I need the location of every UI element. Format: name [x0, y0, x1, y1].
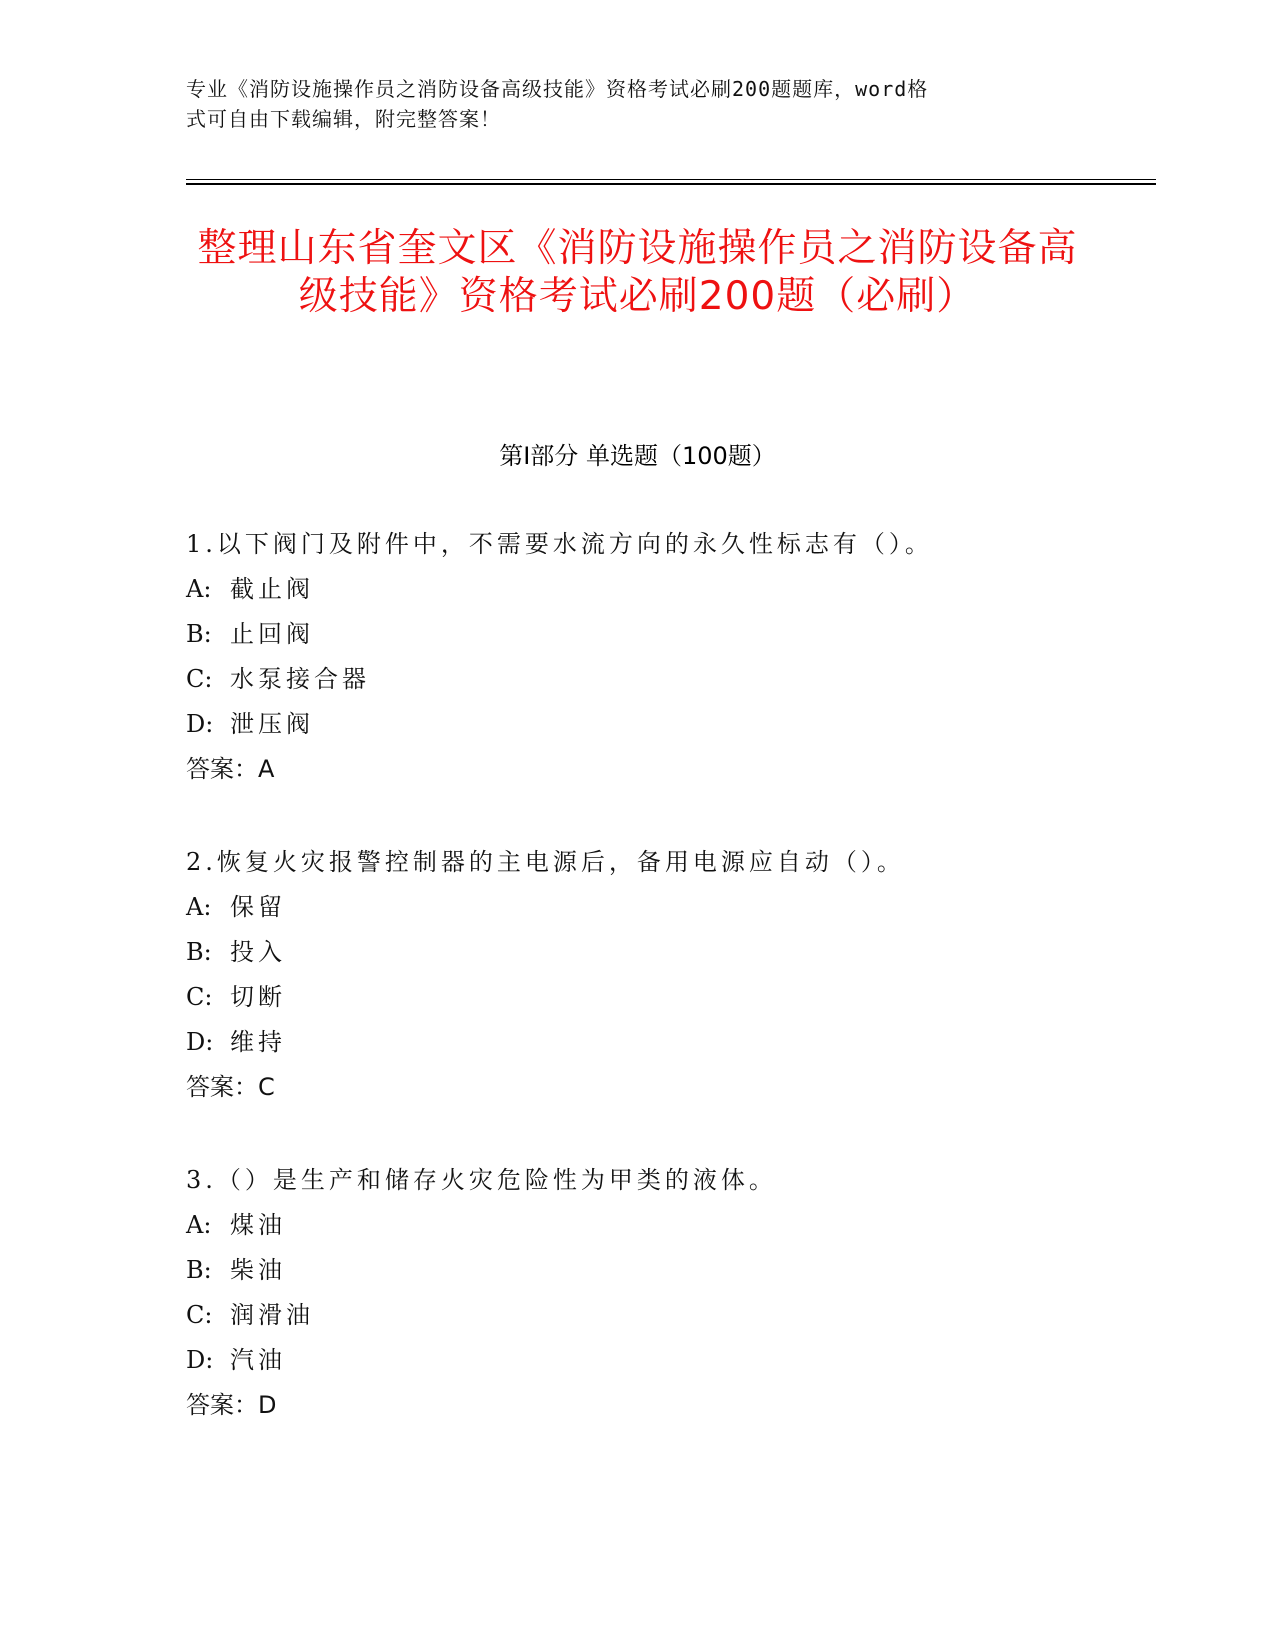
option-d [186, 702, 1166, 747]
option-d [186, 1338, 1166, 1383]
option-letter: B: [186, 1256, 212, 1284]
option-a [186, 1203, 1166, 1248]
document-title: 整理山东省奎文区《消防设施操作员之消防设备高级技能》资格考试必刷200题（必刷） [197, 226, 1078, 319]
question-2 [186, 840, 1166, 1110]
option-b [186, 612, 1166, 657]
answer: 答案：A [186, 755, 275, 783]
option-text: 截止阀 [230, 575, 314, 603]
option-letter: D: [186, 1346, 214, 1374]
question-3 [186, 1158, 1166, 1428]
option-d [186, 1020, 1166, 1065]
header-note [186, 74, 1066, 134]
answer: 答案：D [186, 1391, 277, 1419]
option-c [186, 1293, 1166, 1338]
question-stem: 3.（）是生产和储存火灾危险性为甲类的液体。 [186, 1166, 777, 1194]
answer: 答案：C [186, 1073, 275, 1101]
option-b [186, 1248, 1166, 1293]
option-text: 止回阀 [230, 620, 314, 648]
question-stem: 1.以下阀门及附件中，不需要水流方向的永久性标志有（）。 [186, 530, 933, 558]
option-text: 维持 [230, 1028, 286, 1056]
header-divider-top [186, 179, 1156, 180]
option-text: 汽油 [230, 1346, 286, 1374]
option-letter: B: [186, 620, 212, 648]
option-text: 泄压阀 [230, 710, 314, 738]
option-letter: C: [186, 1301, 213, 1329]
option-text: 切断 [230, 983, 286, 1011]
option-text: 润滑油 [230, 1301, 314, 1329]
option-letter: A: [186, 575, 212, 603]
option-letter: D: [186, 710, 214, 738]
option-text: 保留 [230, 893, 286, 921]
option-letter: D: [186, 1028, 214, 1056]
option-c [186, 657, 1166, 702]
option-a [186, 885, 1166, 930]
option-letter: B: [186, 938, 212, 966]
option-text: 柴油 [230, 1256, 286, 1284]
option-letter: A: [186, 893, 212, 921]
header-note-line-2: 式可自由下载编辑，附完整答案！ [186, 107, 501, 131]
option-c [186, 975, 1166, 1020]
question-1 [186, 522, 1166, 792]
option-letter: C: [186, 665, 213, 693]
option-b [186, 930, 1166, 975]
option-text: 煤油 [230, 1211, 286, 1239]
header-divider-bottom [186, 183, 1156, 185]
question-stem: 2.恢复火灾报警控制器的主电源后，备用电源应自动（）。 [186, 848, 905, 876]
option-letter: A: [186, 1211, 212, 1239]
section-title: 第Ⅰ部分 单选题（100题） [499, 442, 776, 470]
option-text: 投入 [230, 938, 286, 966]
option-a [186, 567, 1166, 612]
header-note-line-1: 专业《消防设施操作员之消防设备高级技能》资格考试必刷200题题库，word格 [186, 77, 929, 101]
option-text: 水泵接合器 [230, 665, 370, 693]
option-letter: C: [186, 983, 213, 1011]
